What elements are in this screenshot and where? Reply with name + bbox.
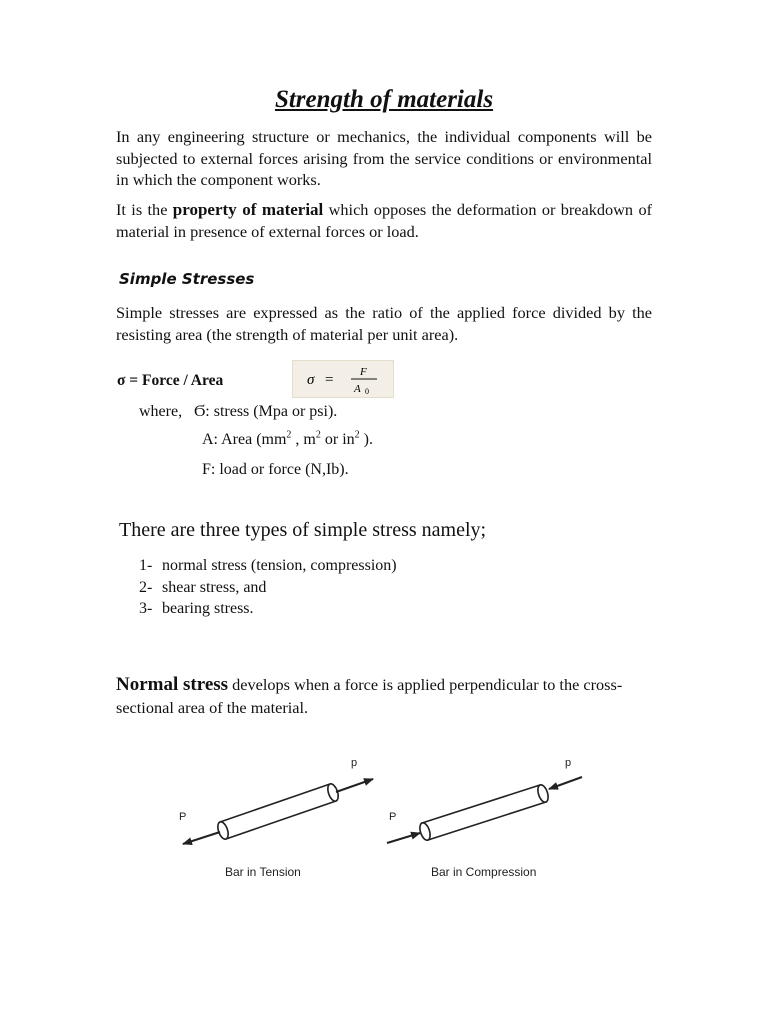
formula-numerator: F <box>360 366 367 378</box>
formula-sigma: σ <box>307 372 315 388</box>
area-sup-mm: 2 <box>286 429 292 441</box>
tension-load-label-right: p <box>351 757 358 769</box>
list-item-number: 3- <box>139 600 153 617</box>
formula-subscript: 0 <box>365 387 369 396</box>
list-item <box>139 555 397 577</box>
tension-arrow-right <box>336 779 373 792</box>
simple-stresses-paragraph: Simple stresses are expressed as the ratio of the applied force divided by the resisting area (the strength of material per unit area). <box>116 303 652 344</box>
stress-formula-image <box>292 360 394 398</box>
definition-paragraph <box>116 199 652 242</box>
area-definition <box>202 431 373 449</box>
list-item <box>139 598 397 620</box>
compression-arrow-left <box>387 833 420 843</box>
area-sup-m: 2 <box>315 429 321 441</box>
compression-caption: Bar in Compression <box>431 865 537 879</box>
compression-arrow-right <box>549 777 582 789</box>
compression-load-label-right: p <box>565 757 572 769</box>
list-item-number: 2- <box>139 578 153 596</box>
compression-bar-body <box>422 785 546 840</box>
normal-stress-text: develops when a force is applied perpendicular to the cross-sectional area of the material. <box>116 675 623 717</box>
definition-text-end: which opposes the deformation or breakdown of material in presence of external forces or load. <box>116 200 653 241</box>
formula-equals: = <box>325 372 334 388</box>
property-of-material-bold: property of material <box>172 200 324 219</box>
tension-bar-body <box>220 784 336 839</box>
formula-denominator: A <box>354 383 361 395</box>
where-line <box>139 403 337 421</box>
intro-paragraph: In any engineering structure or mechanics, the individual components will be subjected to external forces arising from the service conditions or environmental in which the component works. <box>116 127 652 189</box>
sigma-definition: : stress (Mpa or psi). <box>205 403 338 420</box>
simple-stresses-heading: Simple Stresses <box>119 270 255 288</box>
list-item-text: normal stress (tension, compression) <box>162 557 397 574</box>
sigma-symbol: Ϭ <box>194 403 206 420</box>
compression-load-label-left: P <box>389 811 397 823</box>
list-item <box>139 577 397 599</box>
area-def-prefix: A: Area (mm <box>202 431 287 448</box>
stress-types-list <box>139 555 397 620</box>
normal-stress-lead: Normal stress <box>116 674 229 695</box>
definition-text-start: It is the <box>116 200 173 219</box>
formula-svg <box>293 361 393 397</box>
area-def-suffix: ). <box>359 431 373 448</box>
normal-stress-paragraph <box>116 673 676 719</box>
page-title: Strength of materials <box>274 86 494 113</box>
stress-formula-text: σ = Force / Area <box>117 372 224 389</box>
where-label: where, <box>139 403 183 420</box>
area-def-m: , m <box>291 431 316 448</box>
list-item-text: bearing stress. <box>162 600 254 617</box>
types-heading: There are three types of simple stress namely; <box>119 519 487 541</box>
tension-load-label-left: P <box>179 811 187 823</box>
area-def-in: or in <box>320 431 355 448</box>
area-sup-in: 2 <box>354 429 360 441</box>
tension-compression-figure <box>170 750 590 890</box>
list-item-number: 1- <box>139 557 153 574</box>
list-item-text: shear stress, and <box>162 578 267 596</box>
force-definition: F: load or force (N,Ib). <box>202 461 349 478</box>
tension-arrow-left <box>183 832 220 844</box>
compression-bar <box>387 777 582 843</box>
tension-bar <box>183 779 373 844</box>
tension-caption: Bar in Tension <box>225 865 301 879</box>
